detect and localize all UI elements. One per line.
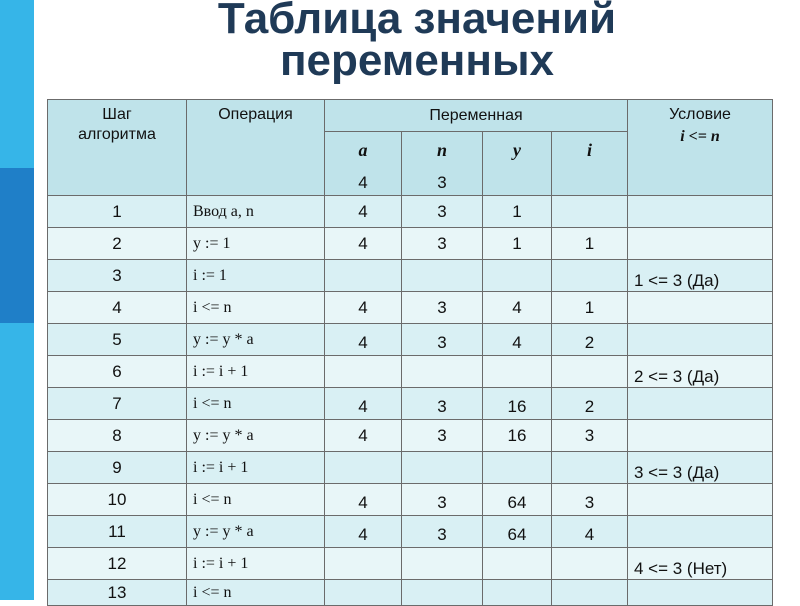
table-row bbox=[48, 452, 773, 484]
cell-a: 4 bbox=[325, 484, 402, 516]
cell-step: 10 bbox=[48, 484, 187, 516]
table-row bbox=[48, 356, 773, 388]
header-operation bbox=[187, 100, 325, 196]
cell-i: 2 bbox=[552, 324, 628, 356]
cell-operation: i := i + 1 bbox=[187, 452, 325, 484]
cell-i bbox=[552, 548, 628, 580]
cell-y: 64 bbox=[483, 484, 552, 516]
cell-condition bbox=[628, 196, 773, 228]
variables-table bbox=[47, 99, 773, 606]
header-condition-expression: i <= n bbox=[680, 128, 720, 145]
cell-condition: 4 <= 3 (Нет) bbox=[628, 548, 773, 580]
table-row bbox=[48, 196, 773, 228]
cell-condition bbox=[628, 324, 773, 356]
cell-y: 4 bbox=[483, 292, 552, 324]
cell-i: 1 bbox=[552, 228, 628, 260]
cell-condition bbox=[628, 484, 773, 516]
header-variable-label: Переменная bbox=[429, 106, 523, 124]
cell-a: 4 bbox=[325, 516, 402, 548]
table-row bbox=[48, 324, 773, 356]
cell-i bbox=[552, 452, 628, 484]
page-title-line-2: переменных bbox=[279, 36, 555, 85]
table-row bbox=[48, 420, 773, 452]
cell-step: 4 bbox=[48, 292, 187, 324]
cell-n bbox=[402, 580, 483, 606]
cell-y bbox=[483, 260, 552, 292]
cell-y bbox=[483, 356, 552, 388]
header-var-a bbox=[325, 132, 402, 196]
cell-step: 8 bbox=[48, 420, 187, 452]
cell-a: 4 bbox=[325, 324, 402, 356]
var-name-i: i bbox=[586, 140, 592, 160]
table-row bbox=[48, 548, 773, 580]
cell-step: 3 bbox=[48, 260, 187, 292]
cell-operation: i <= n bbox=[187, 292, 325, 324]
header-step bbox=[48, 100, 187, 196]
cell-a bbox=[325, 548, 402, 580]
cell-n: 3 bbox=[402, 388, 483, 420]
cell-i: 2 bbox=[552, 388, 628, 420]
cell-operation: y := y * a bbox=[187, 420, 325, 452]
table-row bbox=[48, 228, 773, 260]
cell-i: 3 bbox=[552, 420, 628, 452]
cell-a: 4 bbox=[325, 420, 402, 452]
cell-step: 11 bbox=[48, 516, 187, 548]
cell-n: 3 bbox=[402, 420, 483, 452]
page-title-line-1: Таблица значений bbox=[217, 0, 617, 43]
cell-operation: y := y * a bbox=[187, 516, 325, 548]
cell-i: 1 bbox=[552, 292, 628, 324]
cell-operation: y := y * a bbox=[187, 324, 325, 356]
cell-step: 6 bbox=[48, 356, 187, 388]
cell-step: 9 bbox=[48, 452, 187, 484]
table-row bbox=[48, 292, 773, 324]
cell-i bbox=[552, 580, 628, 606]
cell-step: 1 bbox=[48, 196, 187, 228]
cell-n: 3 bbox=[402, 484, 483, 516]
cell-operation: i := i + 1 bbox=[187, 356, 325, 388]
cell-i bbox=[552, 196, 628, 228]
cell-step: 5 bbox=[48, 324, 187, 356]
cell-y: 16 bbox=[483, 420, 552, 452]
cell-i: 3 bbox=[552, 484, 628, 516]
table-row bbox=[48, 580, 773, 606]
cell-n bbox=[402, 548, 483, 580]
table-row bbox=[48, 516, 773, 548]
cell-operation: y := 1 bbox=[187, 228, 325, 260]
cell-operation: i <= n bbox=[187, 580, 325, 606]
cell-condition bbox=[628, 388, 773, 420]
cell-condition: 2 <= 3 (Да) bbox=[628, 356, 773, 388]
cell-a: 4 bbox=[325, 292, 402, 324]
cell-step: 7 bbox=[48, 388, 187, 420]
cell-y bbox=[483, 452, 552, 484]
cell-y: 1 bbox=[483, 196, 552, 228]
cell-condition bbox=[628, 420, 773, 452]
header-step-label: Шаг алгоритма bbox=[78, 106, 156, 143]
cell-a bbox=[325, 580, 402, 606]
cell-operation: i := i + 1 bbox=[187, 548, 325, 580]
cell-y bbox=[483, 548, 552, 580]
cell-n: 3 bbox=[402, 516, 483, 548]
cell-operation: Ввод a, n bbox=[187, 196, 325, 228]
cell-y: 4 bbox=[483, 324, 552, 356]
left-accent-bar-highlight bbox=[0, 168, 34, 323]
cell-y: 16 bbox=[483, 388, 552, 420]
cell-a: 4 bbox=[325, 228, 402, 260]
header-var-i bbox=[552, 132, 628, 196]
cell-a: 4 bbox=[325, 388, 402, 420]
cell-operation: i <= n bbox=[187, 388, 325, 420]
var-name-a: a bbox=[358, 140, 368, 160]
header-condition-label: Условие bbox=[669, 106, 731, 123]
cell-condition bbox=[628, 580, 773, 606]
cell-n bbox=[402, 452, 483, 484]
cell-condition: 3 <= 3 (Да) bbox=[628, 452, 773, 484]
header-operation-label: Операция bbox=[218, 106, 293, 123]
cell-a bbox=[325, 452, 402, 484]
initial-n: 3 bbox=[437, 173, 447, 192]
cell-n: 3 bbox=[402, 196, 483, 228]
cell-step: 13 bbox=[48, 580, 187, 606]
left-accent-bar bbox=[0, 0, 34, 600]
cell-step: 12 bbox=[48, 548, 187, 580]
header-condition bbox=[628, 100, 773, 196]
var-name-n: n bbox=[436, 140, 447, 160]
cell-a: 4 bbox=[325, 196, 402, 228]
cell-n bbox=[402, 356, 483, 388]
cell-step: 2 bbox=[48, 228, 187, 260]
cell-operation: i <= n bbox=[187, 484, 325, 516]
cell-condition bbox=[628, 228, 773, 260]
table-row bbox=[48, 260, 773, 292]
var-name-y: y bbox=[513, 140, 521, 160]
initial-a: 4 bbox=[358, 173, 368, 192]
cell-i: 4 bbox=[552, 516, 628, 548]
cell-n: 3 bbox=[402, 324, 483, 356]
cell-condition bbox=[628, 516, 773, 548]
cell-i bbox=[552, 260, 628, 292]
cell-n: 3 bbox=[402, 292, 483, 324]
cell-condition bbox=[628, 292, 773, 324]
header-var-n bbox=[402, 132, 483, 196]
header-var-y bbox=[483, 132, 552, 196]
header-variable bbox=[325, 100, 628, 132]
cell-a bbox=[325, 260, 402, 292]
cell-operation: i := 1 bbox=[187, 260, 325, 292]
cell-y: 64 bbox=[483, 516, 552, 548]
table-row bbox=[48, 388, 773, 420]
cell-condition: 1 <= 3 (Да) bbox=[628, 260, 773, 292]
cell-n: 3 bbox=[402, 228, 483, 260]
cell-y: 1 bbox=[483, 228, 552, 260]
cell-i bbox=[552, 356, 628, 388]
table-row bbox=[48, 484, 773, 516]
cell-y bbox=[483, 580, 552, 606]
cell-n bbox=[402, 260, 483, 292]
cell-a bbox=[325, 356, 402, 388]
